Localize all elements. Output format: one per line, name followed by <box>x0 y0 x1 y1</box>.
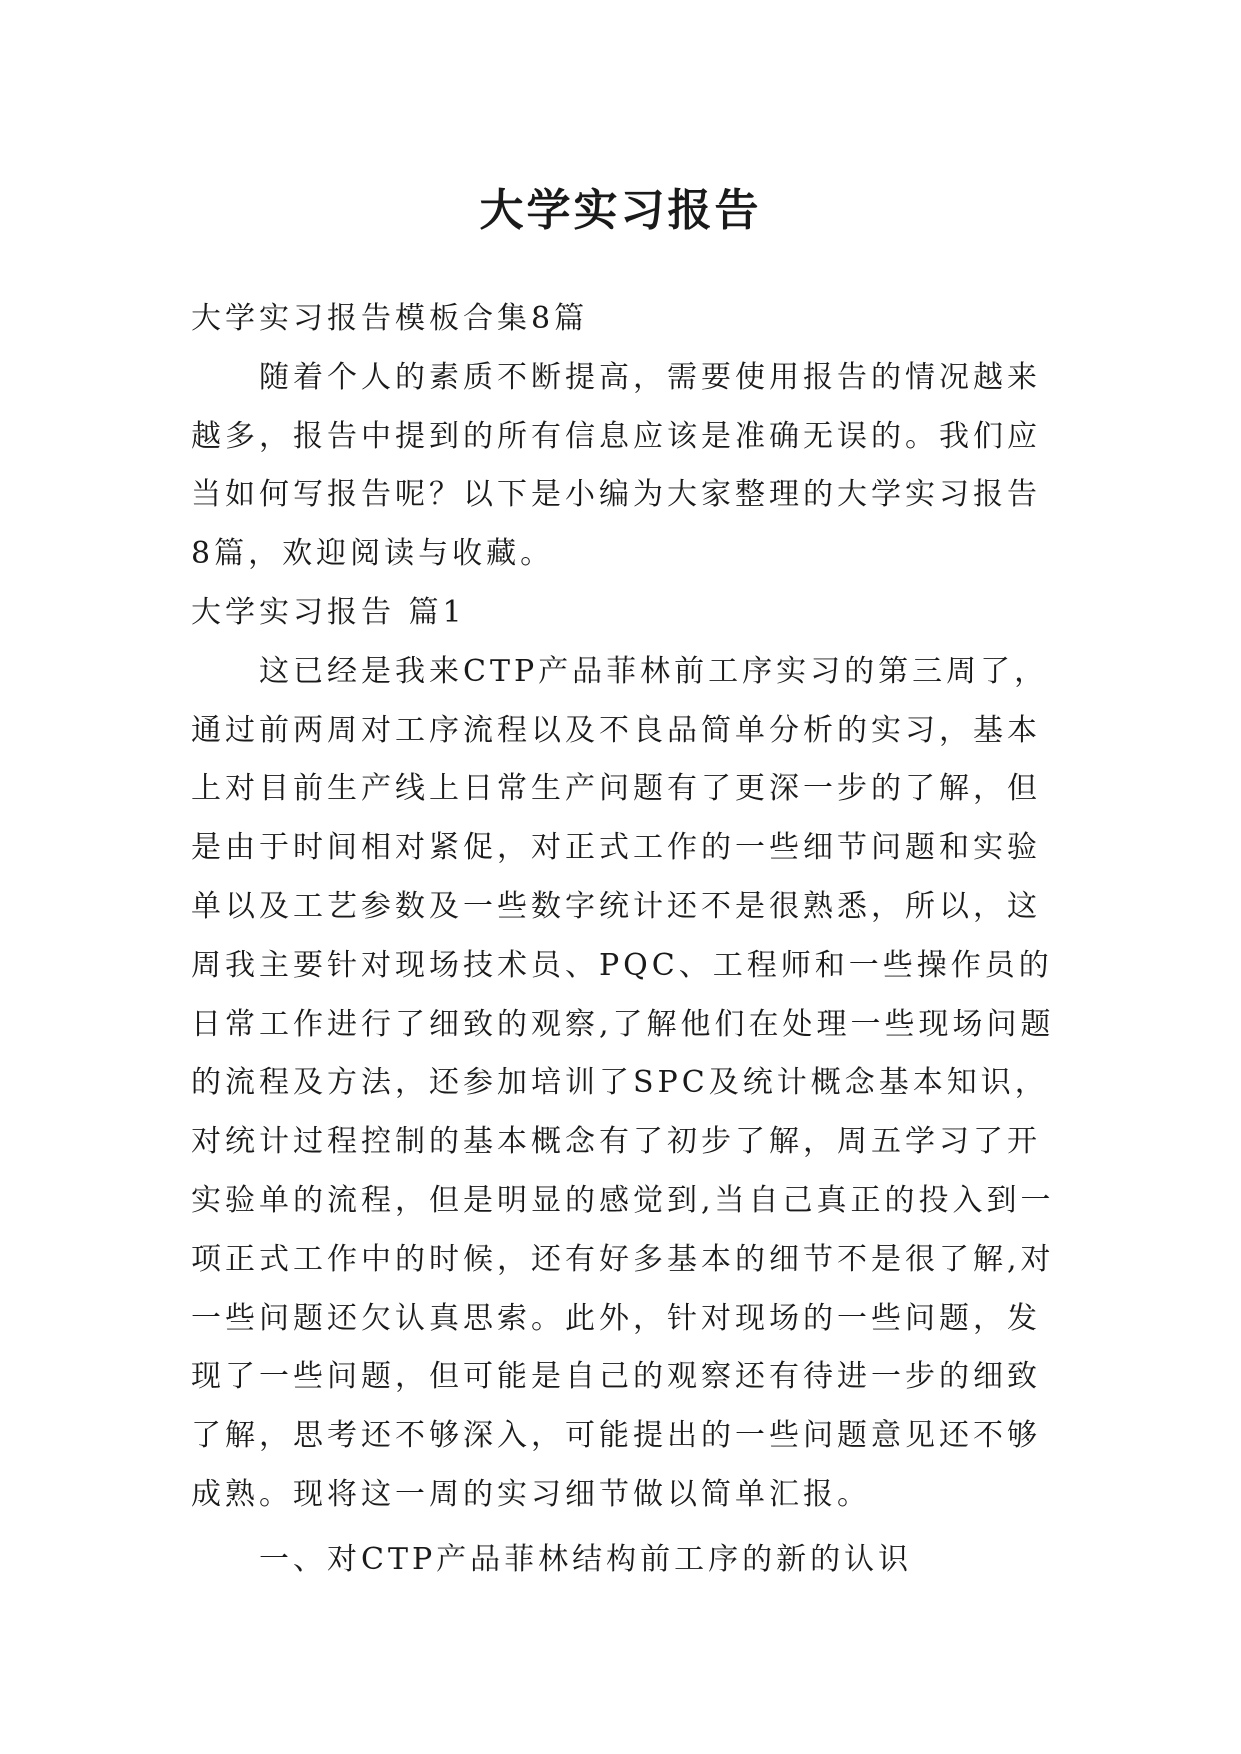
page-title: 大学实习报告 <box>479 185 762 237</box>
article-heading: 大学实习报告 篇1 <box>191 594 466 630</box>
collection-subtitle: 大学实习报告模板合集8篇 <box>191 301 589 336</box>
article-paragraph: 这已经是我来CTP产品菲林前工序实习的第三周了，通过前两周对工序流程以及不良品简单分析的实习，基本上对目前生产线上日常生产问题有了更深一步的了解，但是由于时间相对紧促，对正式工作的一些细节问题和实验单以及工艺参数及一些数字统计还不是很熟悉，所以，这周我主要针对现场技术员、PQC、工程师和一些操作员的日常工作进行了细致的观察,了解他们在处理一些现场问题的流程及方法，还参加培训了SPC及统计概念基本知识，对统计过程控制的基本概念有了初步了解，周五学习了开实验单的流程，但是明显的感觉到,当自己真正的投入到一项正式工作中的时候，还有好多基本的细节不是很了解,对一些问题还欠认真思索。此外，针对现场的一些问题，发现了一些问题，但可能是自己的观察还有待进一步的细致了解，思考还不够深入，可能提出的一些问题意见还不够成熟。现将这一周的实习细节做以简单汇报。 <box>191 653 1055 1512</box>
section-heading: 一、对CTP产品菲林结构前工序的新的认识 <box>259 1541 913 1577</box>
document-body <box>191 290 1061 1590</box>
intro-paragraph: 随着个人的素质不断提高，需要使用报告的情况越来越多，报告中提到的所有信息应该是准确无误的。我们应当如何写报告呢？以下是小编为大家整理的大学实习报告8篇，欢迎阅读与收藏。 <box>191 359 1041 572</box>
